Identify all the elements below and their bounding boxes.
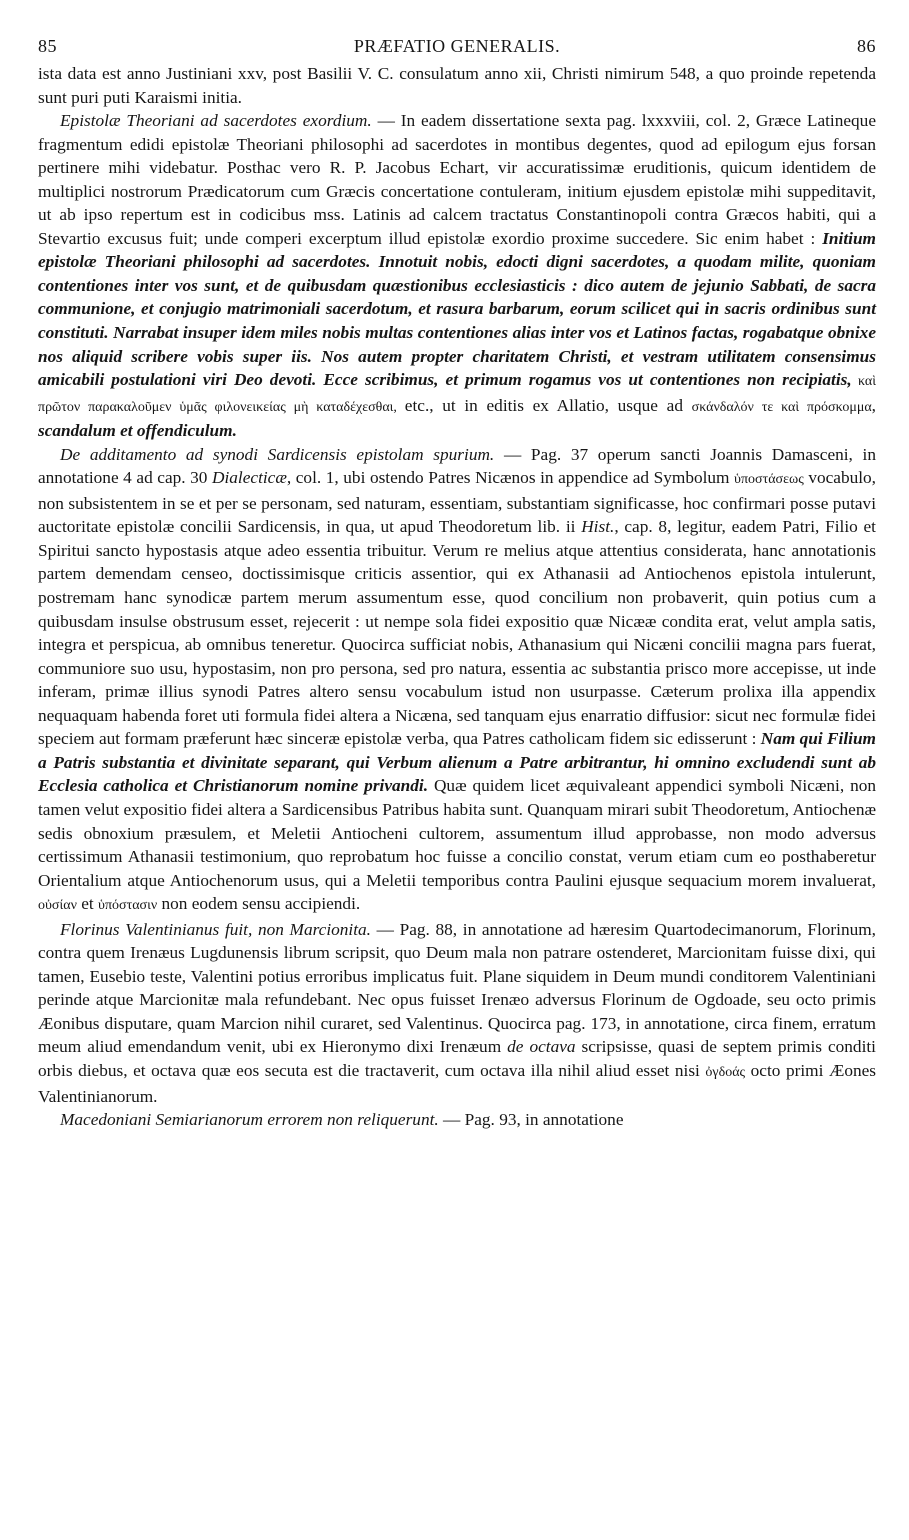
italic-title: Dialecticæ [212,468,287,488]
page-number-left: 85 [38,36,57,56]
section-heading: Epistolæ Theoriani ad sacerdotes exordium. [60,111,372,131]
text-span: — In eadem dissertatione sexta pag. lxxxviii, col. 2, Græce Latineque fragmentum edidi epistolæ Theoriani philosophi ad sacerdotes in montibus degentes, quod ad epilogum ejus forsan pertinere mihi videbatur. Posthac vero R. P. Jacobus Echart, vir accuratissimæ eruditionis, quicum identidem de multiplici nostrorum Prædicatorum cum Græcis concertatione contuleram, initium ejusdem epistolæ mihi suppeditavit, ut ab ipso repertum est in codicibus mss. Latinis ad calcem tractatus Constantinopoli contra Græcos habiti, qui a Stevartio excusus fuit; unde comperi excerptum illud epistolæ exordio proxime succedere. Sic enim habet : [38,111,876,248]
latin-quotation: scandalum et offendiculum. [38,421,237,441]
text-span: scripsisse, quasi de septem primis conditi orbis diebus, et octava quæ eos secuta est die tractaverit, cum octava illa nihil aliud esset nisi [38,1037,876,1080]
greek-text: ὀγδοάς [705,1064,746,1080]
text-span: et [76,894,99,914]
italic-title: de octava [507,1037,576,1057]
greek-text: καὶ πρῶτον παρακαλοῦμεν ὑμᾶς φιλονεικείας μὴ καταδέχεσθαι, [38,374,876,415]
greek-text: ὑποστάσεως [734,472,804,488]
text-span: , col. 1, ubi ostendo Patres Nicænos in appendice ad Symbolum [286,468,735,488]
text-span: Quæ quidem licet æquivaleant appendici symboli Nicæni, non tamen velut expositio fidei altera a Sardicensibus Patribus habita sunt. Quanquam mirari subit Theodoretum, Antiochenæ sedis obnoxium præsulem, et Meletii Antiocheni cultorem, assumentum illud approbasse, non modo adversus certissimum Athanasii testimonium, quo reprobatum hoc fuisse a concilio constat, verum etiam cum eo posthaberetur Orientalium atque Antiochenorum usus, qui a Meletii temporibus contra Paulini ejusque sequacium morem invaluerat, [38,776,876,890]
page [38,32,876,1132]
greek-text: οὐσίαν [38,898,77,914]
text-span: ista data est anno Justiniani xxv, post Basilii V. C. consulatum anno xii, Christi nimirum 548, a quo proinde repetenda sunt puri puti Karaismi initia. [38,64,876,107]
section-heading: De additamento ad synodi Sardicensis epistolam spurium. [60,444,495,464]
page-number-right: 86 [857,36,876,56]
latin-quotation: Nam qui Filium a Patris substantia et divinitate separant, qui Verbum alienum a Patre arbitrantur, hi omnino excludendi sunt ab Ecclesia catholica et Christianorum nomine privandi. [38,729,876,796]
latin-quotation: Initium epistolæ Theoriani philosophi ad sacerdotes. Innotuit nobis, edocti digni sacerdotes, a quodam milite, quoniam contentiones inter vos sunt, et de quibusdam quæstionibus ecclesiasticis : dico autem de jejunio Sabbati, de sacra communione, et conjugio matrimoniali sacerdotum, et rasura barbarum, eorum scilicet qui in sacris ordinibus sunt constituti. Narrabat insuper idem miles nobis multas contentiones alias inter vos et Latinos factas, rogabatque obnixe nos aliquid scribere vobis super iis. Nos autem propter charitatem Christi, et vestram utilitatem consensimus amicabili postulationi viri Deo devoti. Ecce scribimus, et primum rogamus vos ut contentiones non recipiatis, [38,228,876,390]
text-span: — Pag. 93, in annotatione [438,1110,624,1130]
greek-text: ὑπόστασιν [98,898,158,914]
greek-text: σκάνδαλόν τε καὶ πρόσκομμα [691,399,872,415]
text-span: , [871,395,876,415]
text-span: — Pag. 37 operum sancti Joannis Damasceni, in annotatione 4 ad cap. 30 [38,444,876,488]
body-text [38,62,876,1132]
paragraph-florinus [38,918,876,1108]
text-span: non eodem sensu accipiendi. [157,894,361,914]
text-span: etc., ut in editis ex Allatio, usque ad [404,395,692,415]
text-span: vocabulo, non subsistentem in se et per se personam, sed naturam, essentiam, substantiam significasse, hoc confirmari posse putavi auctoritate epistolæ concilii Sardicensis, in qua, ut apud Theodoretum lib. ii [38,468,876,537]
text-span: — Pag. 88, in annotatione ad hæresim Quartodecimanorum, Florinum, contra quem Irenæus Lugdunensis librum scripsit, quo Deum mala non patrare ostenderet, Marcionitam fuisse dixi, qui tamen, Eusebio teste, Valentini potius erroribus implicatus fuit. Plane siquidem in Deum mundi conditorem Valentiniani perinde atque Marcionitæ mala refundebant. Nec opus fuisset Irenæo adversus Florinum de Ogdoade, seu octo primis Æonibus disputare, quam Marcion nihil curaret, sed Valentinus. Quocirca pag. 173, in annotatione, circa finem, erratum meum aliud emendandum venit, ubi ex Hieronymo dixi Irenæum [38,919,876,1057]
paragraph-theoriani [38,109,876,443]
italic-title: Hist. [581,517,615,537]
page-header [38,32,876,62]
paragraph-macedoniani [38,1108,876,1132]
section-heading: Macedoniani Semiarianorum errorem non reliquerunt. [60,1110,439,1130]
paragraph-sardicensis [38,443,876,918]
running-title: PRÆFATIO GENERALIS. [353,36,561,56]
text-span: octo primi Æones Valentinianorum. [38,1060,876,1106]
paragraph-karaismi [38,62,876,109]
section-heading: Florinus Valentinianus fuit, non Marcionita. [60,919,371,939]
text-span: , cap. 8, legitur, eadem Patri, Filio et Spiritui sancto hypostasis atque adeo essentia tribuitur. Verum re melius atque attentius considerata, hanc annotationis partem demendam censeo, doctissimisque criticis assentior, qui ex Athanasii ad Antiochenos epistola intulerunt, postremam hanc synodicæ partem merum assumentum esse, quod concilium non probaverit, quin potius cum a quibusdam insulse obstrusum esset, rejecerit : ut nempe sola fidei expositio quæ Nicææ condita erat, velut ampla satis, integra et perspicua, ab omnibus teneretur. Quocirca sufficiat nobis, Athanasium qui Nicæni concilii magna pars fuerat, communiore suo usu, hypostasim, non pro persona, sed pro natura, essentia ac substantia prisco more accepisse, ut inde inferam, primæ illius synodi Patres altero sensu vocabulum istud non usurpasse. Cæterum prolixa illa appendix nequaquam habenda foret uti formula fidei altera a Nicæna, sed tanquam ejus enarratio diffusior: sicut nec formulæ fidei speciem aut formam præferunt hæc sinceræ epistolæ verba, qua Patres catholicam fidem sic edisserunt : [38,517,876,749]
